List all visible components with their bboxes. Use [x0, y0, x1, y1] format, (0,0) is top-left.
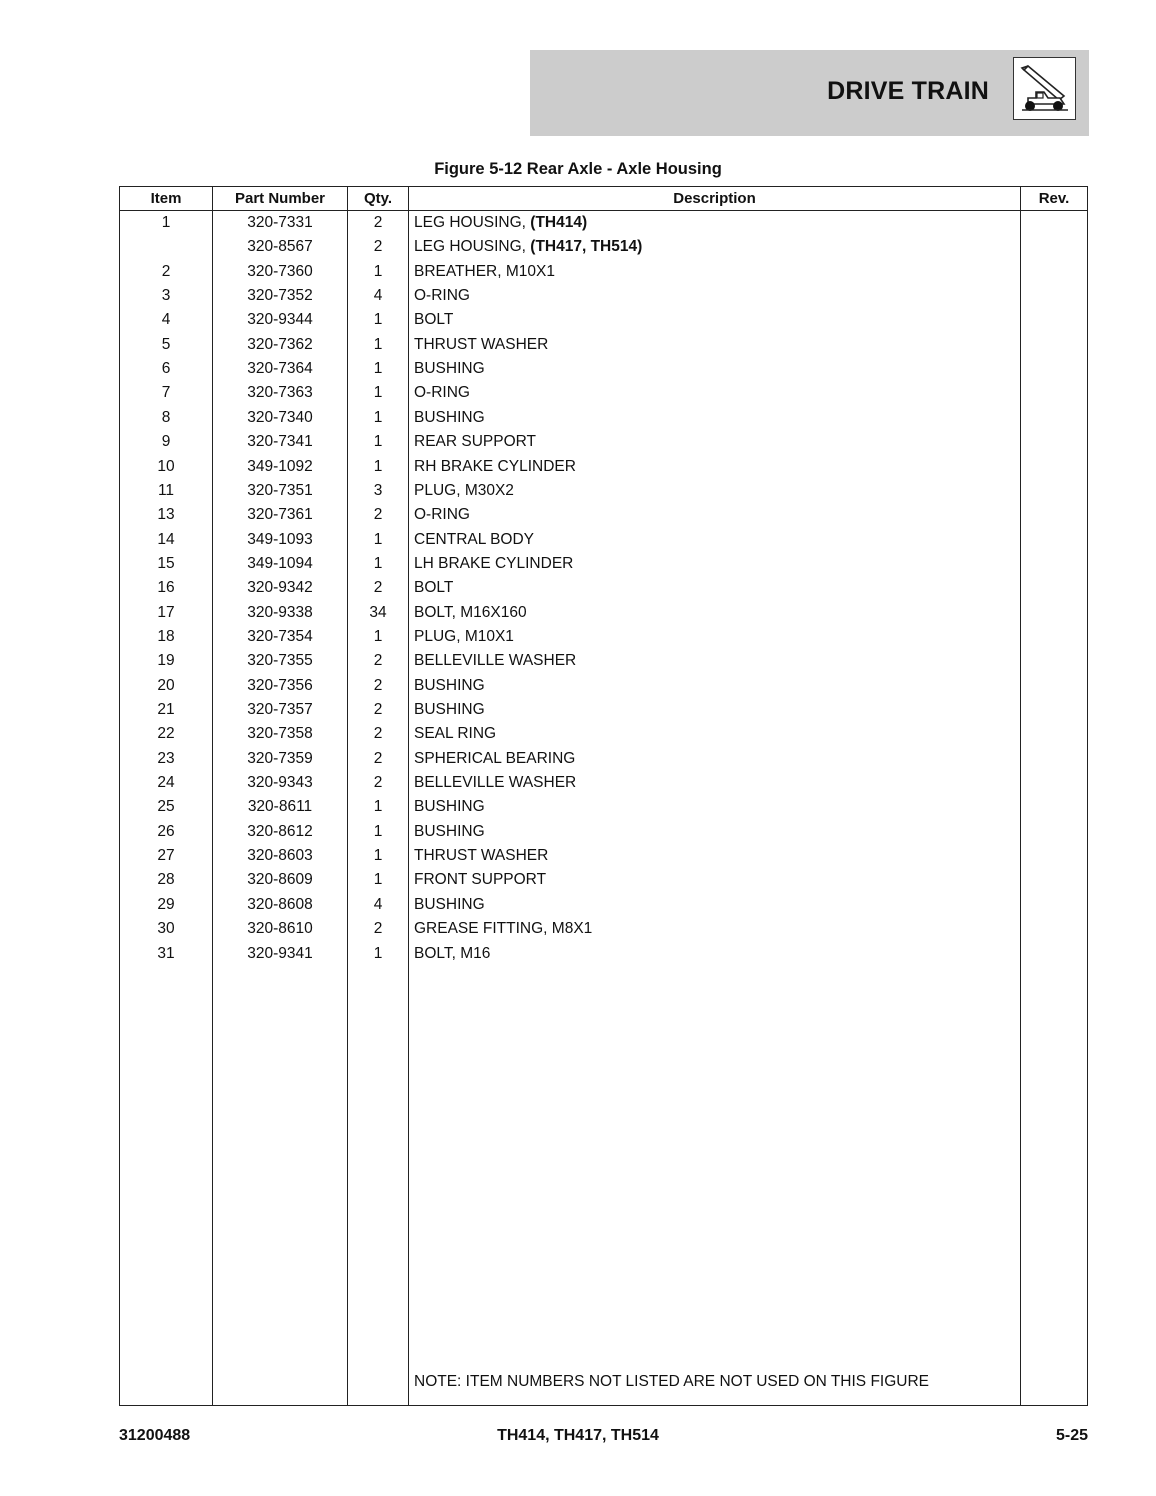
item-number: 4 — [161, 311, 171, 329]
item-number: 8 — [161, 408, 171, 426]
description-text: CENTRAL BODY — [414, 530, 535, 548]
item-number: 17 — [157, 603, 175, 621]
item-number: 19 — [157, 652, 175, 670]
table-row — [120, 406, 1087, 430]
item-number: 27 — [157, 847, 175, 865]
description-text: BUSHING — [414, 701, 485, 718]
revision — [1021, 649, 1087, 673]
quantity: 1 — [373, 335, 383, 353]
description-text: SPHERICAL BEARING — [414, 749, 576, 767]
description-text: BUSHING — [414, 895, 485, 913]
quantity: 1 — [373, 822, 383, 840]
column-header-qty: Qty. — [363, 190, 393, 207]
table-row — [120, 917, 1087, 941]
description-text: BUSHING — [414, 798, 485, 816]
description-text: BUSHING — [414, 822, 485, 840]
description-text: BOLT, M16X160 — [414, 603, 527, 621]
revision — [1021, 698, 1087, 722]
description — [414, 722, 1014, 746]
revision — [1021, 357, 1087, 381]
revision — [1021, 503, 1087, 527]
table-row — [120, 503, 1087, 527]
table-row — [120, 528, 1087, 552]
quantity: 1 — [373, 457, 383, 475]
description-text: GREASE FITTING, M8X1 — [414, 920, 593, 938]
description-text: RH BRAKE CYLINDER — [414, 457, 576, 475]
quantity: 2 — [373, 214, 383, 231]
column-header-rev: Rev. — [1038, 190, 1070, 207]
description-text: BELLEVILLE WASHER — [414, 774, 577, 792]
item-number: 18 — [157, 627, 175, 645]
model-qualifier: (TH414) — [530, 214, 588, 231]
quantity: 2 — [373, 238, 383, 256]
quantity: 2 — [373, 652, 383, 670]
quantity: 2 — [373, 920, 383, 938]
quantity: 1 — [373, 847, 383, 865]
table-row — [120, 552, 1087, 576]
document-number: 31200488 — [119, 1427, 191, 1444]
table-row — [120, 333, 1087, 357]
quantity: 1 — [373, 944, 383, 962]
part-number: 320-9344 — [247, 311, 313, 329]
quantity: 1 — [373, 530, 383, 548]
part-number: 320-8610 — [247, 920, 313, 938]
column-header-description: Description — [673, 190, 756, 207]
item-number: 3 — [161, 287, 171, 305]
table-row — [120, 722, 1087, 746]
revision — [1021, 430, 1087, 454]
description — [414, 211, 1014, 235]
part-number: 320-7359 — [247, 749, 313, 767]
description-text: THRUST WASHER — [414, 335, 549, 353]
item-number: 9 — [161, 433, 171, 451]
revision — [1021, 820, 1087, 844]
telehandler-icon — [1013, 57, 1076, 120]
column-header-part-number: Part Number — [234, 190, 326, 207]
revision — [1021, 722, 1087, 746]
part-number: 320-7362 — [247, 335, 313, 353]
description — [414, 576, 1014, 600]
description-text: BUSHING — [414, 676, 485, 694]
table-row — [120, 357, 1087, 381]
revision — [1021, 771, 1087, 795]
column-header-item: Item — [150, 190, 182, 207]
item-number: 5 — [161, 335, 171, 353]
table-row — [120, 576, 1087, 600]
table-row — [120, 674, 1087, 698]
part-number: 320-7361 — [247, 506, 313, 524]
table-row — [120, 893, 1087, 917]
description — [414, 917, 1014, 941]
description-text: O-RING — [414, 506, 470, 524]
revision — [1021, 552, 1087, 576]
revision — [1021, 528, 1087, 552]
item-number: 25 — [157, 798, 175, 816]
part-number: 320-7358 — [247, 725, 313, 743]
quantity: 4 — [373, 287, 383, 305]
item-number: 30 — [157, 920, 175, 938]
quantity: 1 — [373, 408, 383, 426]
description — [414, 674, 1014, 698]
revision — [1021, 795, 1087, 819]
description — [414, 942, 1014, 966]
description-text: BELLEVILLE WASHER — [414, 652, 577, 670]
revision — [1021, 674, 1087, 698]
part-number: 320-7355 — [247, 652, 313, 670]
part-number: 320-7352 — [247, 287, 313, 305]
quantity: 2 — [373, 506, 383, 524]
quantity: 1 — [373, 262, 383, 280]
item-number: 15 — [157, 554, 175, 572]
item-number: 28 — [157, 871, 175, 889]
part-number: 349-1094 — [247, 554, 313, 572]
description-text: PLUG, M30X2 — [414, 481, 514, 499]
description — [414, 747, 1014, 771]
revision — [1021, 455, 1087, 479]
part-number: 320-7331 — [247, 214, 313, 231]
quantity: 2 — [373, 579, 383, 597]
description — [414, 649, 1014, 673]
quantity: 1 — [373, 798, 383, 816]
revision — [1021, 260, 1087, 284]
description-text: FRONT SUPPORT — [414, 871, 547, 889]
revision — [1021, 844, 1087, 868]
quantity: 3 — [373, 481, 383, 499]
table-note: NOTE: ITEM NUMBERS NOT LISTED ARE NOT USED ON THIS FIGURE — [414, 1373, 930, 1390]
description — [414, 698, 1014, 722]
quantity: 1 — [373, 554, 383, 572]
item-number: 11 — [157, 481, 175, 499]
part-number: 320-7356 — [247, 676, 313, 694]
item-number: 21 — [157, 701, 175, 718]
table-row — [120, 820, 1087, 844]
table-row — [120, 747, 1087, 771]
part-number: 320-7360 — [247, 262, 313, 280]
description-text: THRUST WASHER — [414, 847, 549, 865]
item-number: 23 — [157, 749, 175, 767]
description-text: LEG HOUSING, — [414, 238, 531, 256]
description-text: PLUG, M10X1 — [414, 627, 514, 645]
revision — [1021, 308, 1087, 332]
revision — [1021, 211, 1087, 235]
quantity: 34 — [369, 603, 387, 621]
table-row — [120, 284, 1087, 308]
revision — [1021, 601, 1087, 625]
table-row — [120, 235, 1087, 259]
description-text: O-RING — [414, 287, 470, 305]
description — [414, 820, 1014, 844]
item-number: 10 — [157, 457, 175, 475]
part-number: 320-9342 — [247, 579, 313, 597]
revision — [1021, 284, 1087, 308]
description — [414, 528, 1014, 552]
section-header-band — [530, 50, 1089, 136]
description — [414, 893, 1014, 917]
item-number: 14 — [157, 530, 175, 548]
revision — [1021, 747, 1087, 771]
item-number: 2 — [161, 262, 171, 280]
table-row — [120, 844, 1087, 868]
part-number: 320-8611 — [247, 798, 313, 816]
description-text: BOLT, M16 — [414, 944, 491, 962]
quantity: 1 — [373, 627, 383, 645]
description — [414, 868, 1014, 892]
part-number: 320-8603 — [247, 847, 313, 865]
table-row — [120, 649, 1087, 673]
revision — [1021, 235, 1087, 259]
quantity: 1 — [373, 384, 383, 402]
table-row — [120, 771, 1087, 795]
description — [414, 844, 1014, 868]
description — [414, 455, 1014, 479]
revision — [1021, 942, 1087, 966]
part-number: 320-9341 — [247, 944, 313, 962]
revision — [1021, 333, 1087, 357]
table-row — [120, 455, 1087, 479]
quantity: 2 — [373, 774, 383, 792]
description-text: BUSHING — [414, 408, 485, 426]
item-number — [120, 235, 212, 259]
table-row — [120, 942, 1087, 966]
quantity: 2 — [373, 701, 383, 718]
part-number: 320-8608 — [247, 895, 313, 913]
description-text: LEG HOUSING, — [414, 214, 531, 231]
part-number: 320-8612 — [247, 822, 313, 840]
item-number: 22 — [157, 725, 175, 743]
description — [414, 333, 1014, 357]
table-row — [120, 308, 1087, 332]
part-number: 320-8609 — [247, 871, 313, 889]
table-row — [120, 260, 1087, 284]
part-number: 349-1093 — [247, 530, 313, 548]
item-number: 1 — [161, 214, 171, 231]
quantity: 2 — [373, 725, 383, 743]
item-number: 16 — [157, 579, 175, 597]
page-number: 5-25 — [1055, 1427, 1088, 1444]
item-number: 24 — [157, 774, 175, 792]
quantity: 1 — [373, 433, 383, 451]
revision — [1021, 406, 1087, 430]
description — [414, 601, 1014, 625]
part-number: 320-7357 — [247, 701, 313, 718]
description — [414, 795, 1014, 819]
part-number: 320-7341 — [247, 433, 313, 451]
description-text: BOLT — [414, 579, 454, 597]
item-number: 29 — [157, 895, 175, 913]
part-number: 320-9343 — [247, 774, 313, 792]
item-number: 6 — [161, 360, 171, 378]
description — [414, 235, 1014, 259]
figure-title: Figure 5-12 Rear Axle - Axle Housing — [434, 160, 722, 178]
part-number: 320-7364 — [247, 360, 313, 378]
item-number: 26 — [157, 822, 175, 840]
table-row — [120, 625, 1087, 649]
table-row — [120, 479, 1087, 503]
quantity: 1 — [373, 871, 383, 889]
description-text: BREATHER, M10X1 — [414, 262, 555, 280]
description-text: SEAL RING — [414, 725, 497, 743]
part-number: 320-7351 — [247, 481, 313, 499]
part-number: 320-7354 — [247, 627, 313, 645]
description — [414, 284, 1014, 308]
revision — [1021, 917, 1087, 941]
part-number: 320-7340 — [247, 408, 313, 426]
item-number: 13 — [157, 506, 175, 524]
table-row — [120, 211, 1087, 235]
revision — [1021, 893, 1087, 917]
description-text: LH BRAKE CYLINDER — [414, 554, 574, 572]
table-row — [120, 430, 1087, 454]
table-row — [120, 868, 1087, 892]
part-number: 320-8567 — [247, 238, 313, 256]
description-text: O-RING — [414, 384, 470, 402]
description — [414, 503, 1014, 527]
revision — [1021, 479, 1087, 503]
revision — [1021, 576, 1087, 600]
item-number: 20 — [157, 676, 175, 694]
description-text: BUSHING — [414, 360, 485, 378]
footer-models: TH414, TH417, TH514 — [497, 1427, 659, 1444]
quantity: 1 — [373, 311, 383, 329]
revision — [1021, 625, 1087, 649]
quantity: 2 — [373, 749, 383, 767]
part-number: 320-9338 — [247, 603, 313, 621]
table-row — [120, 795, 1087, 819]
quantity: 1 — [373, 360, 383, 378]
table-row — [120, 601, 1087, 625]
parts-table — [119, 186, 1088, 1406]
model-qualifier: (TH417, TH514) — [530, 238, 643, 256]
description — [414, 260, 1014, 284]
description — [414, 479, 1014, 503]
description — [414, 552, 1014, 576]
description — [414, 625, 1014, 649]
table-row — [120, 381, 1087, 405]
part-number: 349-1092 — [247, 457, 313, 475]
part-number: 320-7363 — [247, 384, 313, 402]
quantity: 4 — [373, 895, 383, 913]
description-text: BOLT — [414, 311, 454, 329]
description — [414, 430, 1014, 454]
quantity: 2 — [373, 676, 383, 694]
description — [414, 406, 1014, 430]
section-title: DRIVE TRAIN — [827, 77, 989, 105]
description — [414, 771, 1014, 795]
table-row — [120, 698, 1087, 722]
item-number: 7 — [161, 384, 171, 402]
description-text: REAR SUPPORT — [414, 433, 537, 451]
item-number: 31 — [157, 944, 175, 962]
description — [414, 357, 1014, 381]
description — [414, 308, 1014, 332]
description — [414, 381, 1014, 405]
revision — [1021, 868, 1087, 892]
revision — [1021, 381, 1087, 405]
